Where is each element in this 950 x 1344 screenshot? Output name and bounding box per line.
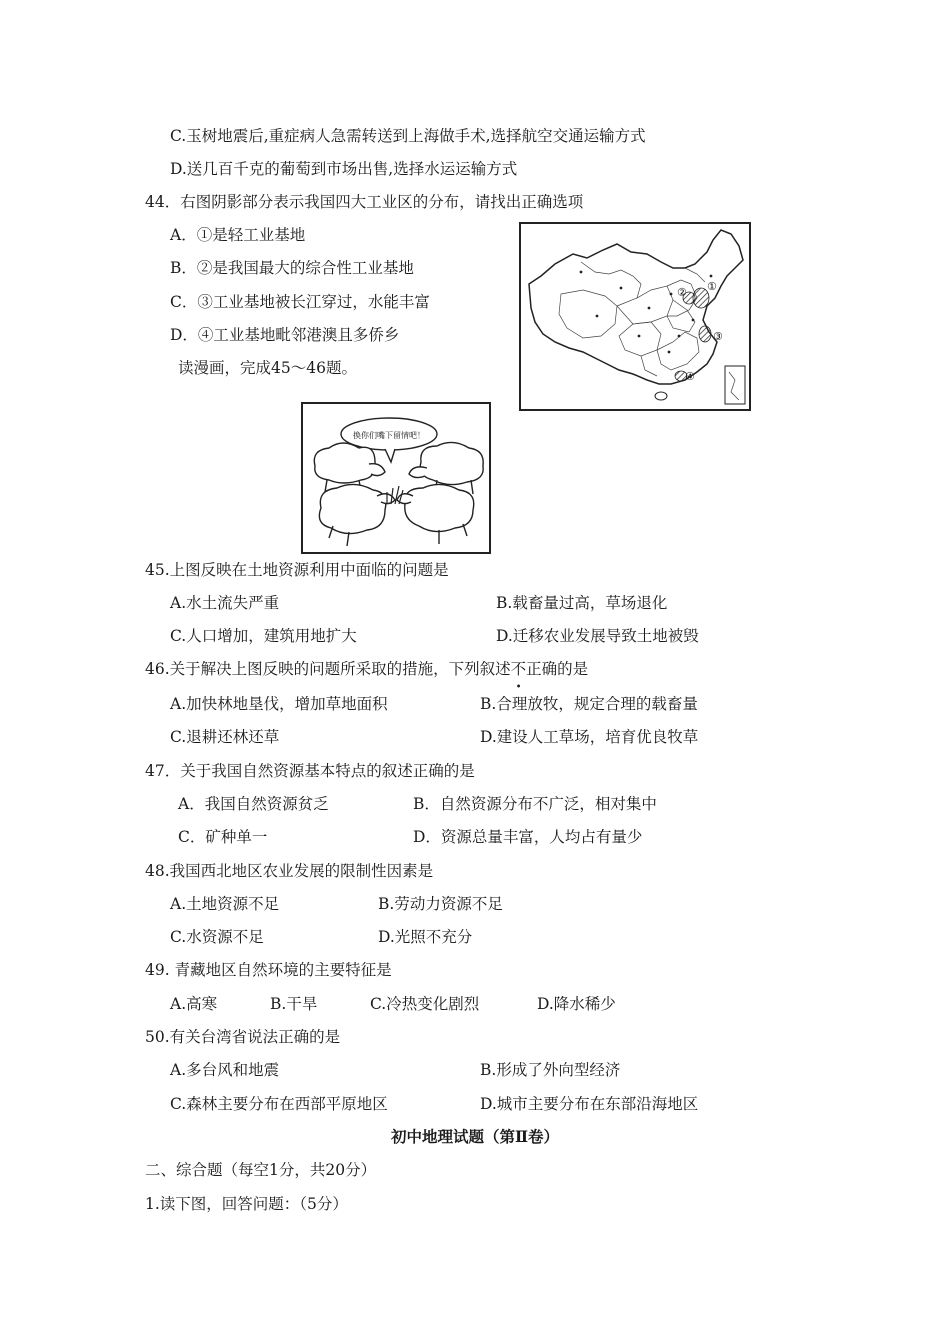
q45-stem: 45.上图反映在土地资源利用中面临的问题是 <box>145 561 449 579</box>
q48-option-a: A.土地资源不足 <box>170 895 280 913</box>
q47-stem: 47．关于我国自然资源基本特点的叙述正确的是 <box>145 762 475 780</box>
part2-question-1: 1.读下图，回答问题：（5分） <box>145 1195 348 1213</box>
q46-option-a: A.加快林地垦伐，增加草地面积 <box>170 695 388 713</box>
q50-option-c: C.森林主要分布在西部平原地区 <box>170 1095 388 1113</box>
q48-option-d: D.光照不充分 <box>378 928 473 946</box>
china-industrial-map <box>519 222 751 411</box>
q47-option-b: B．自然资源分布不广泛，相对集中 <box>413 795 657 813</box>
province-borders <box>559 262 705 376</box>
q45-option-a: A.水土流失严重 <box>170 594 280 612</box>
q49-option-b: B.干旱 <box>270 995 318 1013</box>
speech-text: 换你们嘴下留情吧！ <box>353 431 425 440</box>
map-label-2: ② <box>677 286 687 299</box>
sheep-bottom-right <box>397 484 474 544</box>
q43-option-d: D.送几百千克的葡萄到市场出售,选择水运运输方式 <box>170 160 518 178</box>
q47-option-d: D．资源总量丰富，人均占有量少 <box>413 828 643 846</box>
q45-option-b: B.载畜量过高，草场退化 <box>496 594 668 612</box>
map-label-4: ④ <box>685 370 695 383</box>
q48-option-c: C.水资源不足 <box>170 928 264 946</box>
q46-stem-before: 46.关于解决上图反映的问题所采取的措施，下列叙述 <box>145 660 511 678</box>
q43-option-c: C.玉树地震后,重症病人急需转送到上海做手术,选择航空交通运输方式 <box>170 127 646 145</box>
cartoon-intro: 读漫画，完成45～46题。 <box>178 359 357 377</box>
map-label-1: ① <box>707 280 717 293</box>
q46-option-b: B.合理放牧，规定合理的载畜量 <box>480 695 698 713</box>
hainan-island <box>655 392 667 400</box>
q47-option-c: C．矿种单一 <box>178 828 268 846</box>
q46-stem-after: 正确的是 <box>526 660 589 678</box>
q46-stem <box>145 659 589 693</box>
q49-option-c: C.冷热变化剧烈 <box>370 995 480 1013</box>
q50-option-b: B.形成了外向型经济 <box>480 1061 621 1079</box>
china-outline <box>529 230 743 384</box>
q45-option-d: D.迁移农业发展导致土地被毁 <box>496 627 699 645</box>
q46-option-d: D.建设人工草场，培育优良牧草 <box>480 728 699 746</box>
q46-emphasis-text: 不 <box>510 660 527 678</box>
q44-option-d: D．④工业基地毗邻港澳且多侨乡 <box>170 326 400 344</box>
q50-option-a: A.多台风和地震 <box>170 1061 280 1079</box>
q46-option-c: C.退耕还林还草 <box>170 728 280 746</box>
part2-title: 初中地理试题（第Ⅱ卷） <box>390 1127 560 1146</box>
south-sea-inset <box>725 366 745 404</box>
emphasis-dot: • <box>515 682 522 693</box>
map-label-3: ③ <box>713 330 723 343</box>
q44-option-a: A．①是轻工业基地 <box>170 226 306 244</box>
q47-option-a: A．我国自然资源贫乏 <box>178 795 329 813</box>
q48-stem: 48.我国西北地区农业发展的限制性因素是 <box>145 862 434 880</box>
overgrazing-cartoon <box>301 402 491 554</box>
city-dots <box>580 271 713 354</box>
q50-stem: 50.有关台湾省说法正确的是 <box>145 1028 341 1046</box>
q44-option-c: C．③工业基地被长江穿过，水能丰富 <box>170 293 430 311</box>
sheep-bottom-left <box>319 484 395 546</box>
q48-option-b: B.劳动力资源不足 <box>378 895 503 913</box>
q44-option-b: B．②是我国最大的综合性工业基地 <box>170 259 414 277</box>
industrial-region-shading <box>675 288 711 381</box>
q46-emphasis <box>510 660 527 693</box>
q45-option-c: C.人口增加，建筑用地扩大 <box>170 627 357 645</box>
q49-stem: 49. 青藏地区自然环境的主要特征是 <box>145 961 392 979</box>
part2-section-heading: 二、综合题（每空1分，共20分） <box>145 1161 377 1179</box>
q50-option-d: D.城市主要分布在东部沿海地区 <box>480 1095 699 1113</box>
q44-stem: 44．右图阴影部分表示我国四大工业区的分布，请找出正确选项 <box>145 193 584 211</box>
q49-option-a: A.高寒 <box>170 995 218 1013</box>
q49-option-d: D.降水稀少 <box>537 995 616 1013</box>
